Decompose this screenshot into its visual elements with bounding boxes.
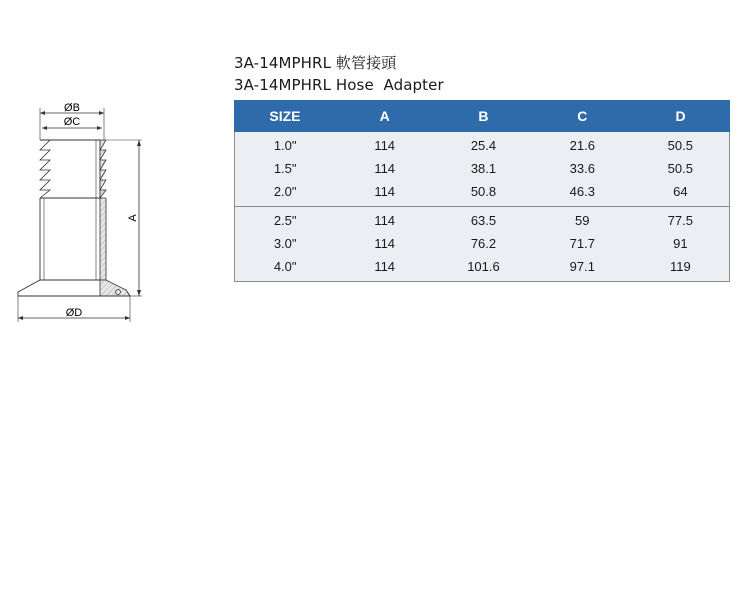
cell-b: 50.8	[434, 180, 533, 207]
cell-a: 114	[335, 232, 434, 255]
dim-b-label: ØB	[64, 102, 80, 114]
cell-d: 50.5	[632, 132, 730, 158]
header-b: B	[434, 101, 533, 132]
cell-c: 46.3	[533, 180, 632, 207]
cell-b: 76.2	[434, 232, 533, 255]
dimension-d	[18, 296, 130, 322]
cell-d: 119	[632, 255, 730, 282]
dimension-a	[106, 140, 142, 296]
cell-a: 114	[335, 132, 434, 158]
spec-table	[234, 100, 730, 282]
cell-b: 101.6	[434, 255, 533, 282]
cell-c: 97.1	[533, 255, 632, 282]
header-c: C	[533, 101, 632, 132]
cell-size: 2.0"	[235, 180, 336, 207]
cell-c: 33.6	[533, 157, 632, 180]
cell-d: 91	[632, 232, 730, 255]
cell-c: 71.7	[533, 232, 632, 255]
header-a: A	[335, 101, 434, 132]
cell-size: 1.0"	[235, 132, 336, 158]
cell-b: 38.1	[434, 157, 533, 180]
cell-b: 25.4	[434, 132, 533, 158]
cell-a: 114	[335, 207, 434, 233]
header-d: D	[632, 101, 730, 132]
cell-a: 114	[335, 255, 434, 282]
header-size: SIZE	[235, 101, 336, 132]
cell-size: 4.0"	[235, 255, 336, 282]
hose-adapter-drawing	[0, 95, 160, 335]
adapter-profile	[18, 140, 130, 296]
table-row	[235, 132, 730, 158]
cell-a: 114	[335, 180, 434, 207]
cell-a: 114	[335, 157, 434, 180]
cell-c: 21.6	[533, 132, 632, 158]
dim-c-label: ØC	[63, 116, 81, 128]
cell-size: 3.0"	[235, 232, 336, 255]
table-row	[235, 157, 730, 180]
title-english: 3A-14MPHRL Hose Adapter	[234, 76, 444, 94]
title-chinese: 3A-14MPHRL 軟管接頭	[234, 54, 397, 72]
table-row	[235, 207, 730, 233]
dim-d-label: ØD	[65, 307, 83, 319]
cell-size: 1.5"	[235, 157, 336, 180]
table-header-row	[235, 101, 730, 132]
table-row	[235, 232, 730, 255]
cell-b: 63.5	[434, 207, 533, 233]
dim-a-label: A	[127, 214, 139, 222]
cell-c: 59	[533, 207, 632, 233]
table-row	[235, 255, 730, 282]
cell-d: 64	[632, 180, 730, 207]
table-row	[235, 180, 730, 207]
cell-size: 2.5"	[235, 207, 336, 233]
cell-d: 77.5	[632, 207, 730, 233]
dimension-c	[42, 116, 102, 130]
page-title	[234, 52, 444, 96]
cell-d: 50.5	[632, 157, 730, 180]
